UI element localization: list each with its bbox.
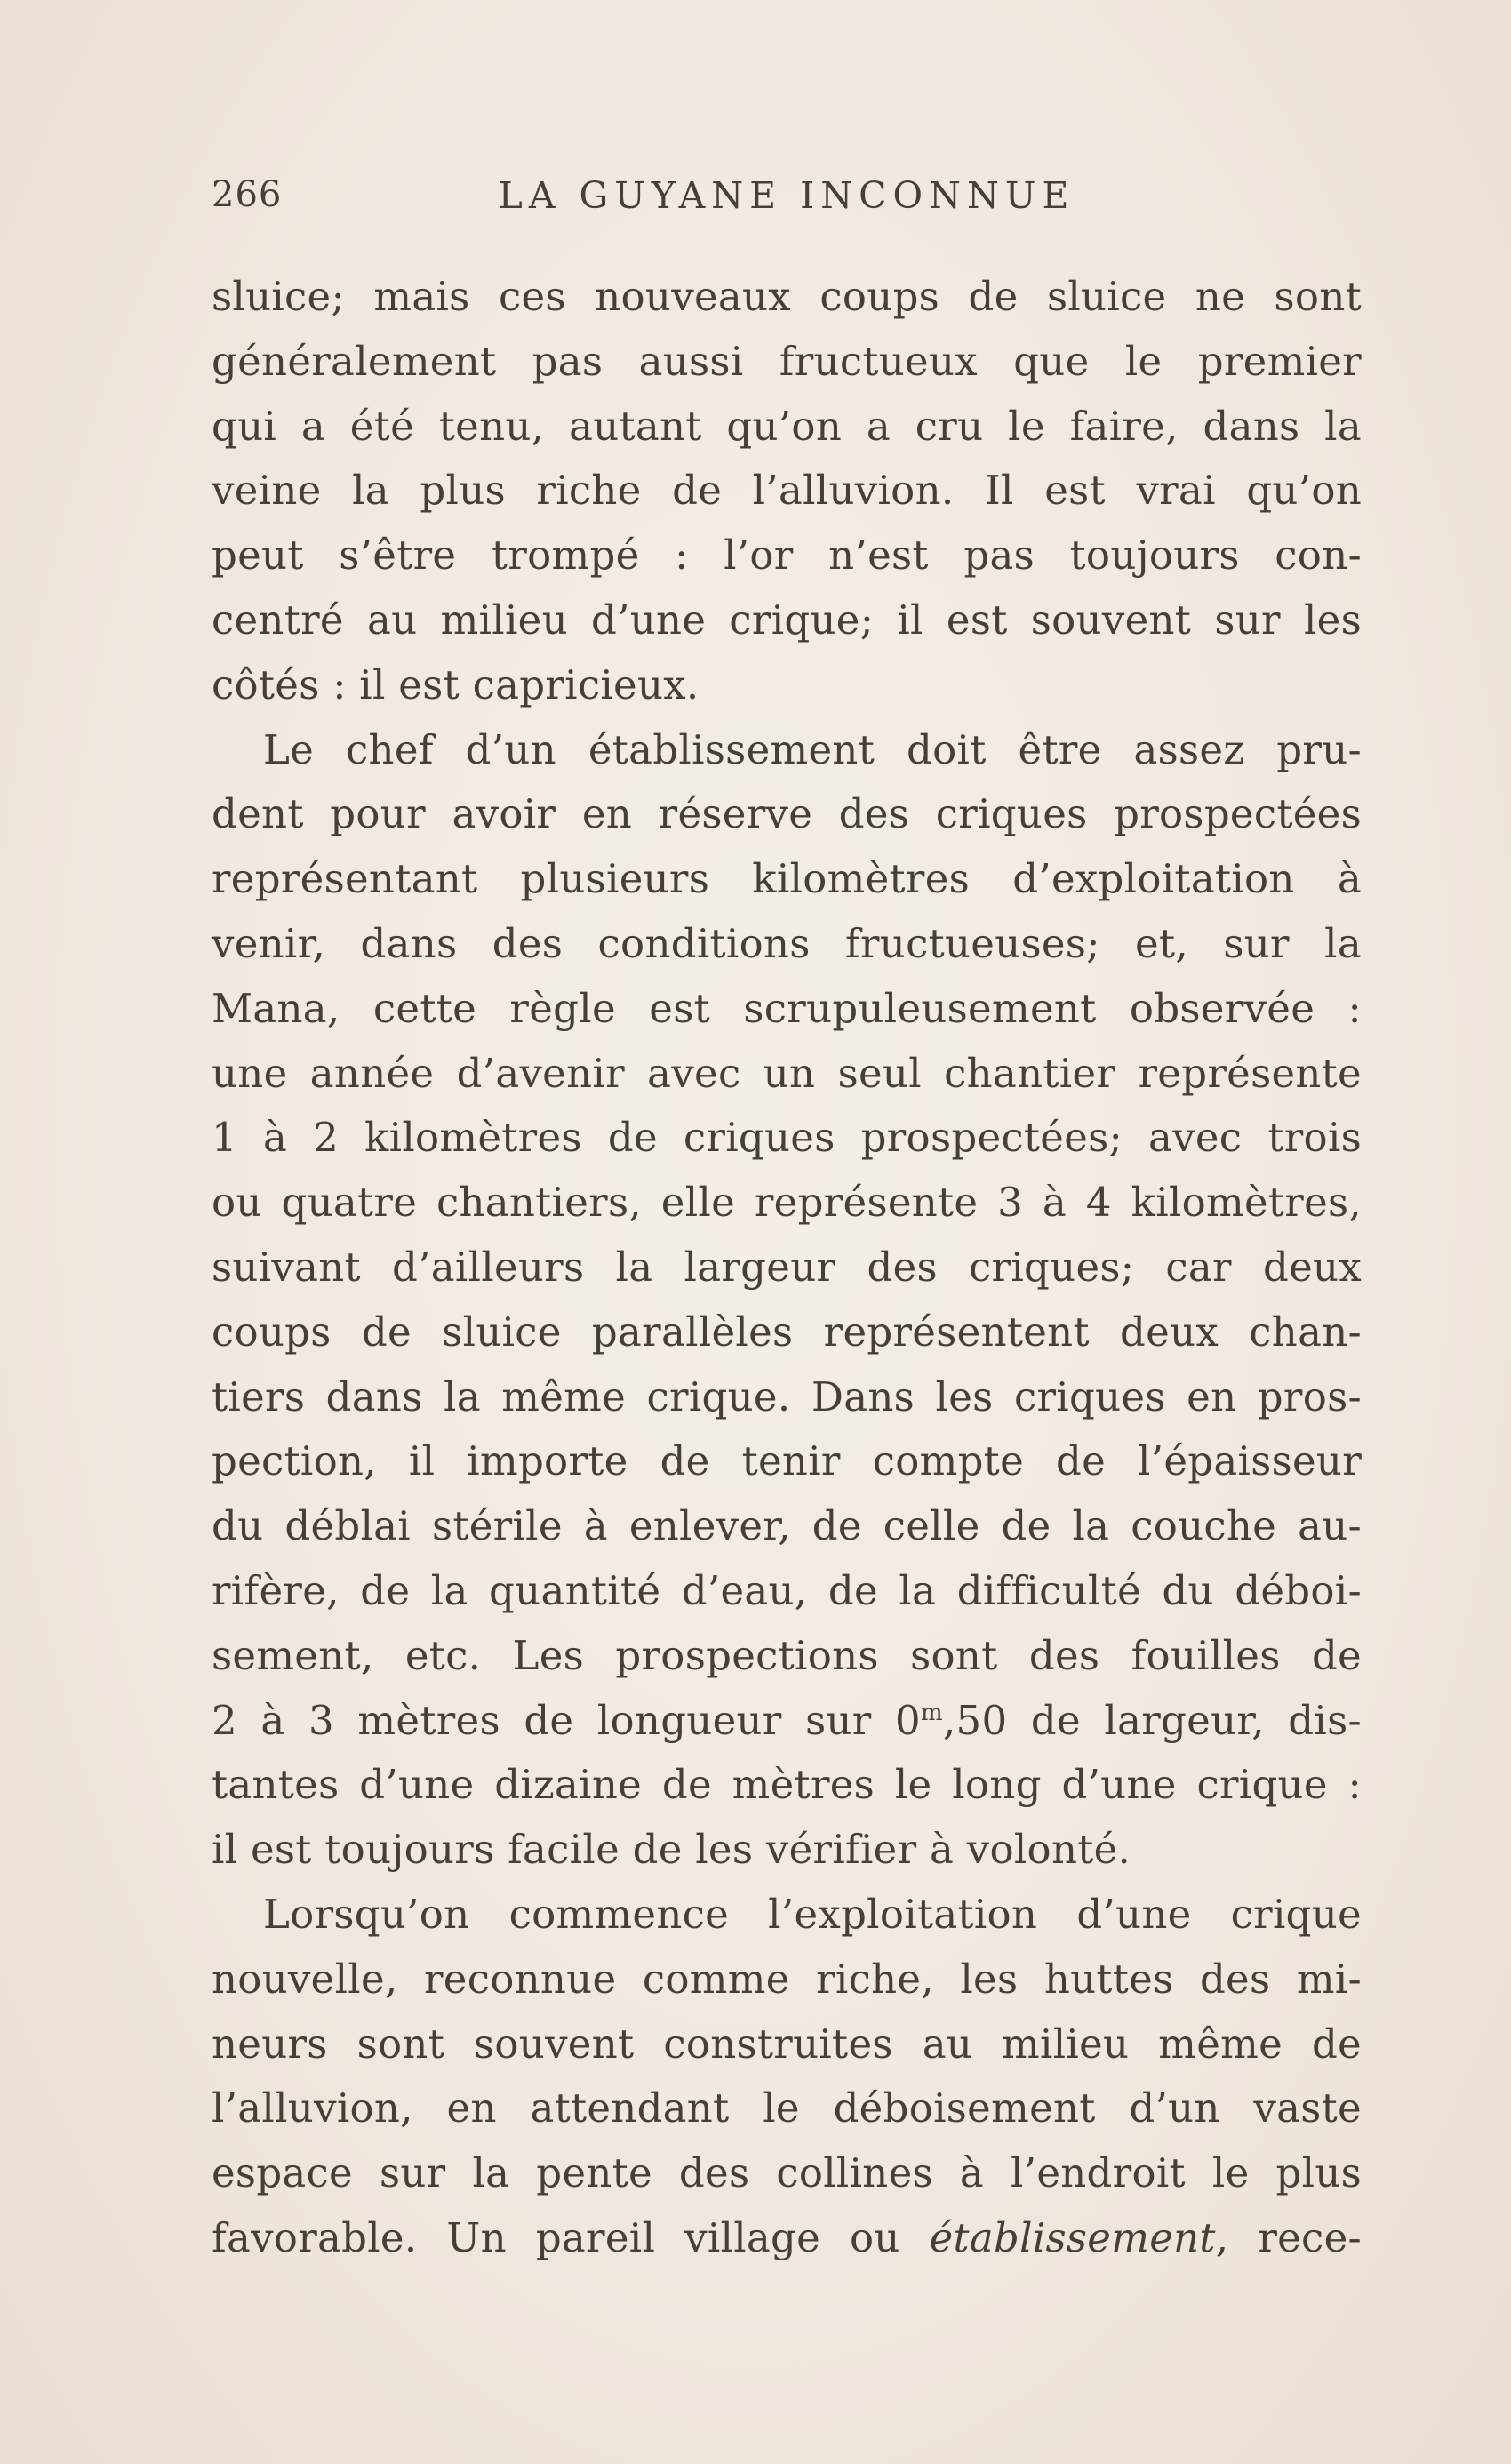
final-text-before: favorable. Un pareil village ou	[212, 2213, 930, 2261]
text-line: dent pour avoir en réserve des criques prospectées	[212, 790, 1362, 838]
measure-text-after: ,50 de largeur, dis-	[942, 1696, 1363, 1744]
text-line	[212, 2206, 1362, 2271]
paragraph	[212, 265, 1362, 718]
text-line: du déblai stérile à enlever, de celle de la couche au-	[212, 1502, 1362, 1550]
text-line: peut s’être trompé : l’or n’est pas toujours con-	[212, 532, 1362, 580]
text-line: rifère, de la quantité d’eau, de la difficulté du déboi-	[212, 1566, 1362, 1614]
text-line: coups de sluice parallèles représentent deux chan-	[212, 1308, 1362, 1356]
final-text-after: , rece-	[1215, 2213, 1363, 2261]
text-line: ou quatre chantiers, elle représente 3 à 4 kilomètres,	[212, 1179, 1362, 1227]
text-line: sluice; mais ces nouveaux coups de sluice ne sont	[212, 273, 1362, 320]
measure-unit-superscript: m	[920, 1699, 943, 1726]
page-header	[212, 174, 1362, 228]
text-line: tantes d’une dizaine de mètres le long d’une crique :	[212, 1761, 1362, 1809]
text-line: représentant plusieurs kilomètres d’exploitation à	[212, 855, 1362, 903]
text-line: il est toujours facile de les vérifier à volonté.	[212, 1826, 1131, 1874]
italic-term: établissement	[929, 2213, 1216, 2261]
text-line: neurs sont souvent construites au milieu même de	[212, 2020, 1362, 2068]
text-line: Le chef d’un établissement doit être assez pru-	[263, 725, 1362, 773]
text-line: espace sur la pente des collines à l’endroit le plus	[212, 2149, 1362, 2197]
text-line: pection, il importe de tenir compte de l’épaisseur	[212, 1437, 1362, 1485]
text-line: veine la plus riche de l’alluvion. Il est vrai qu’on	[212, 467, 1362, 515]
text-line: centré au milieu d’une crique; il est souvent sur les	[212, 596, 1362, 644]
body-text	[212, 265, 1362, 2271]
page-number: 266	[212, 174, 283, 215]
text-line: Mana, cette règle est scrupuleusement observée :	[212, 984, 1362, 1032]
text-line: Lorsqu’on commence l’exploitation d’une crique	[263, 1890, 1362, 1938]
measure-text-before: 2 à 3 mètres de longueur sur 0	[212, 1696, 921, 1744]
text-line: 1 à 2 kilomètres de criques prospectées; avec trois	[212, 1114, 1362, 1162]
text-line: suivant d’ailleurs la largeur des criques; car deux	[212, 1243, 1362, 1291]
text-line: côtés : il est capricieux.	[212, 660, 700, 708]
text-line: l’alluvion, en attendant le déboisement d’un vaste	[212, 2084, 1362, 2132]
text-line: généralement pas aussi fructueux que le premier	[212, 337, 1362, 385]
paragraph	[212, 1883, 1362, 2271]
text-line: qui a été tenu, autant qu’on a cru le faire, dans la	[212, 402, 1362, 450]
paragraph	[212, 718, 1362, 1883]
running-title: LA GUYANE INCONNUE	[498, 174, 1075, 217]
text-line: venir, dans des conditions fructueuses; et, sur la	[212, 919, 1362, 967]
text-line: nouvelle, reconnue comme riche, les huttes des mi-	[212, 1955, 1362, 2003]
text-line: tiers dans la même crique. Dans les criques en pros-	[212, 1372, 1362, 1420]
text-line: une année d’avenir avec un seul chantier représente	[212, 1049, 1362, 1097]
text-line: sement, etc. Les prospections sont des fouilles de	[212, 1631, 1362, 1679]
text-line	[212, 1689, 1362, 1754]
